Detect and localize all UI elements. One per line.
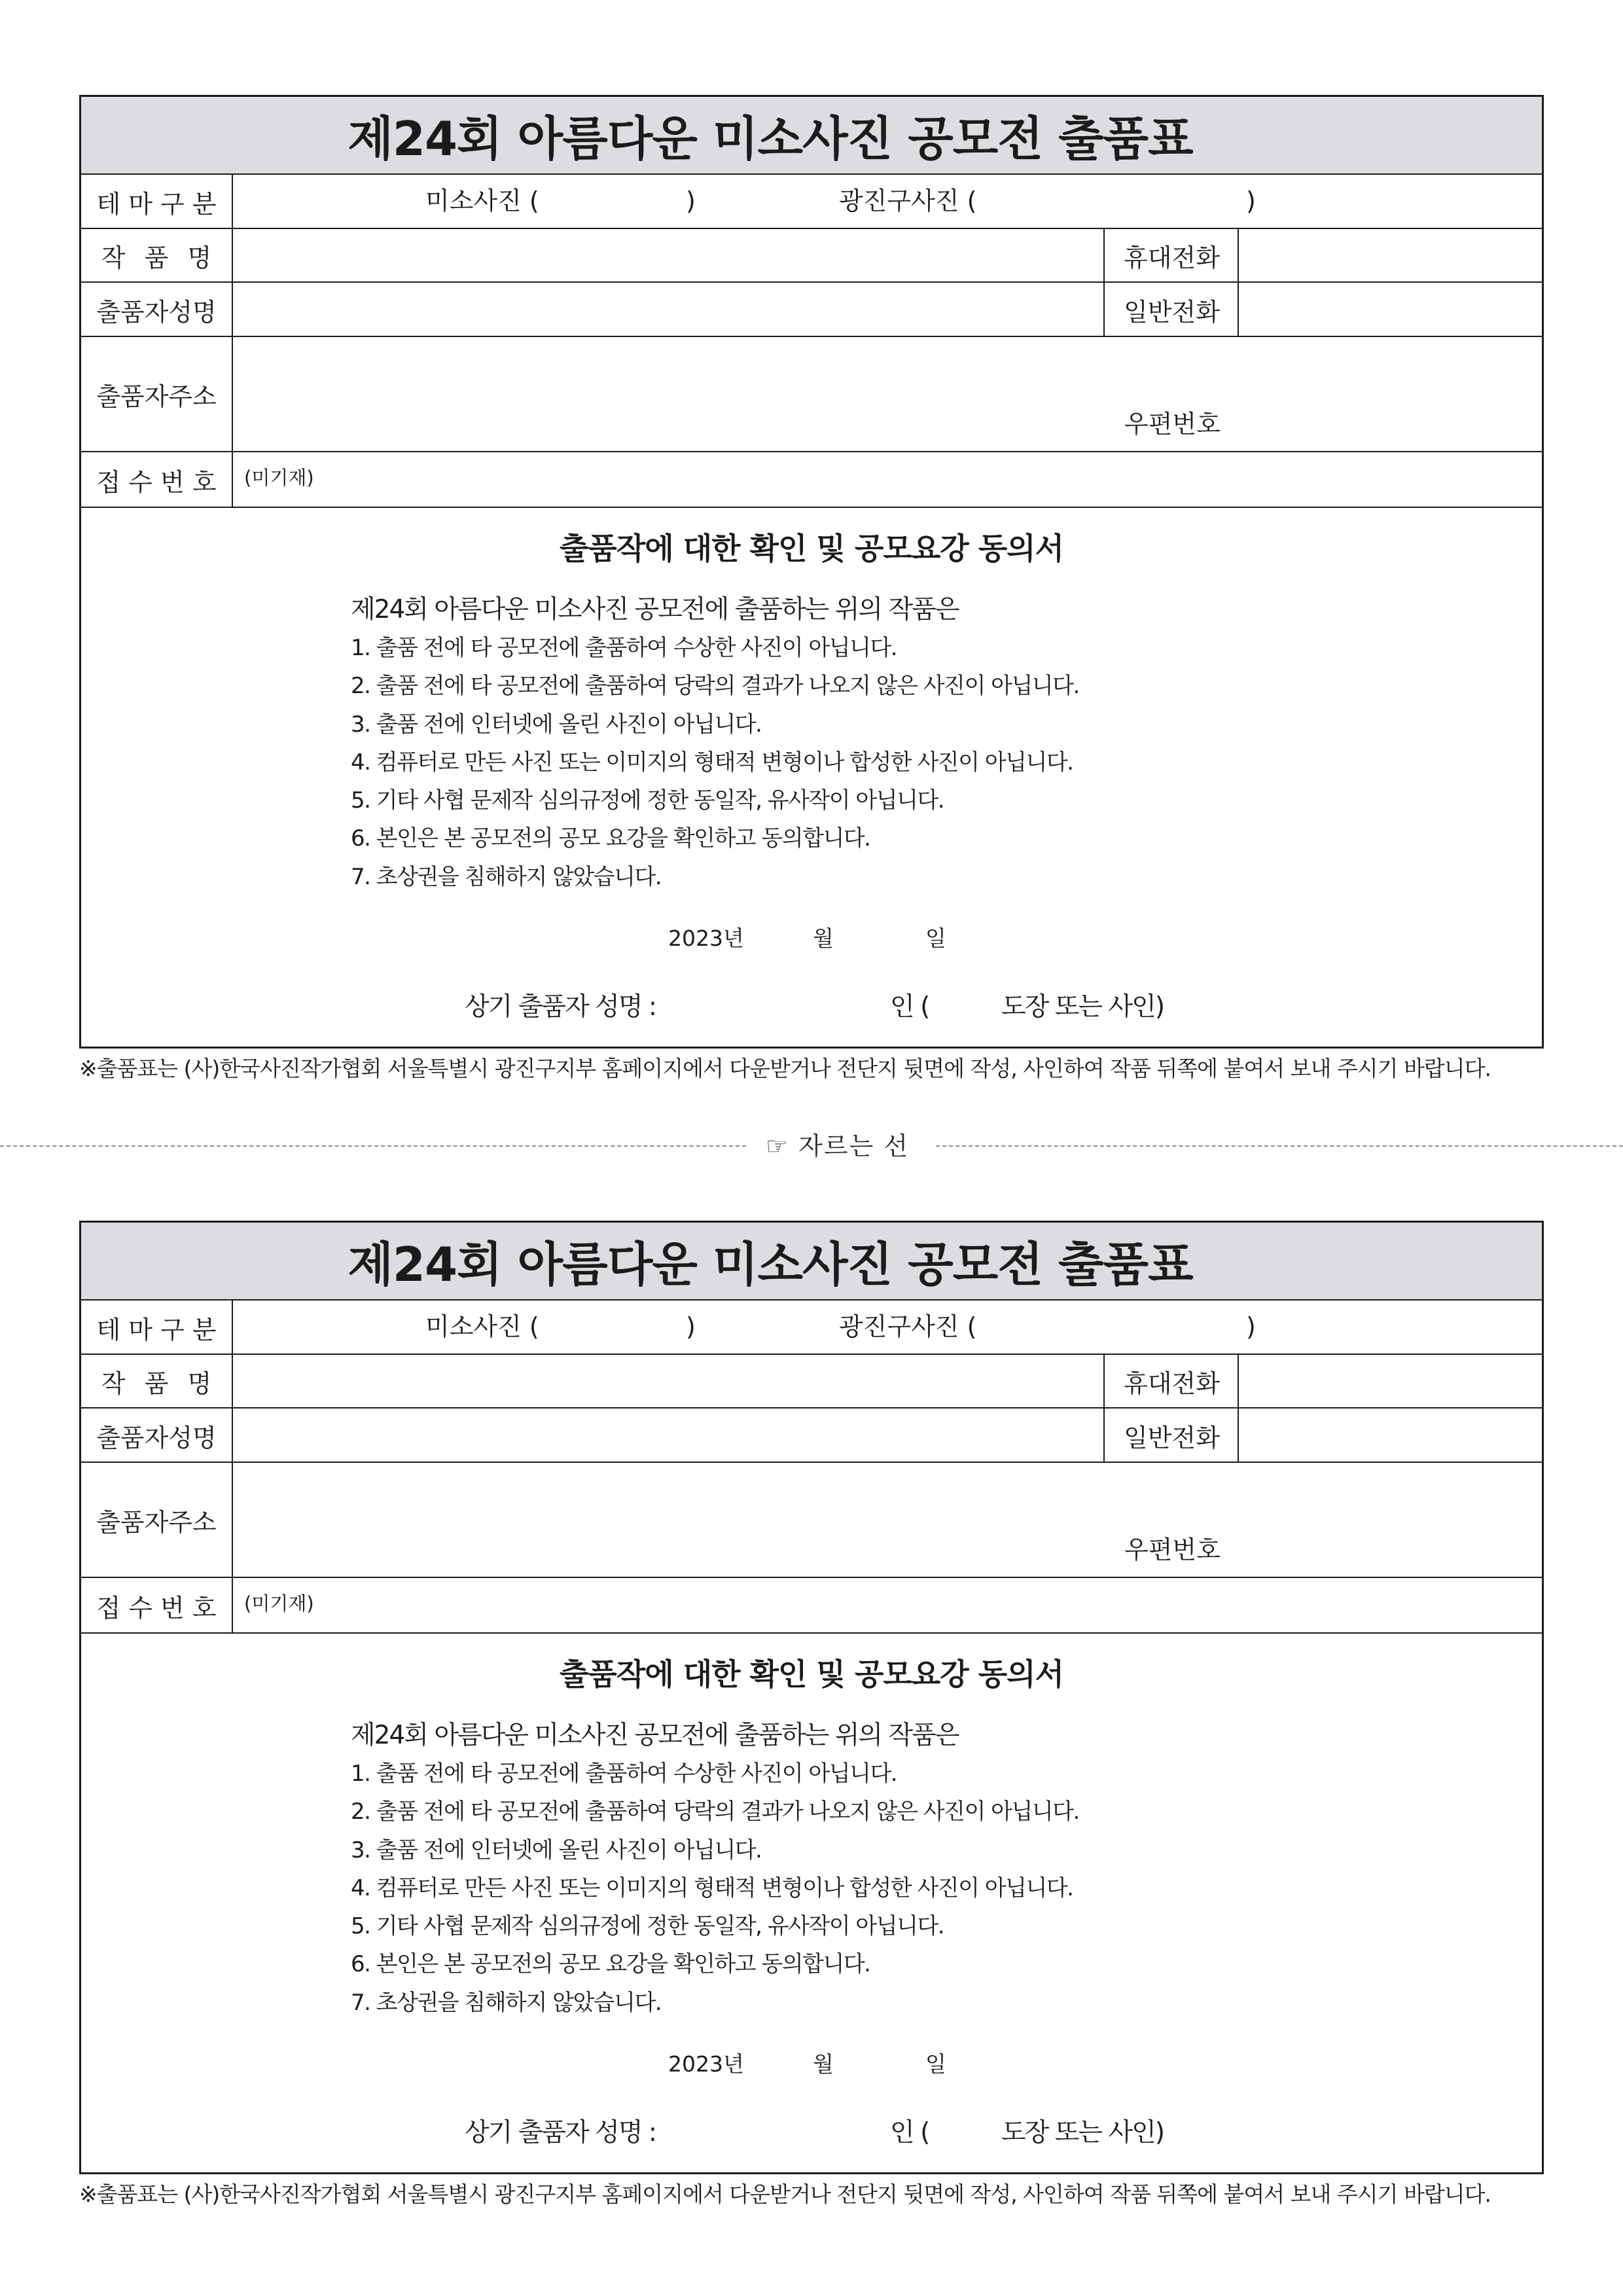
mobile-phone-label: 휴대전화 [1124,1369,1220,1398]
date-month: 월 [813,925,834,951]
theme-option-smile-photo: 미소사진 ( [425,1312,539,1341]
theme-label: 테 마 구 분 [96,1315,217,1344]
entry-form-sheet [0,0,1623,1126]
agreement-item: 1. 출품 전에 타 공모전에 출품하여 수상한 사진이 아닙니다. [351,635,897,661]
signature-label: 상기 출품자 성명 : [465,992,656,1022]
agreement-item: 7. 초상권을 침해하지 않았습니다. [351,863,662,890]
theme-option-smile-photo-close: ) [686,1312,696,1341]
agreement-item: 4. 컴퓨터로 만든 사진 또는 이미지의 형태적 변형이나 합성한 사진이 아닙니다. [351,749,1073,776]
agreement-item: 2. 출품 전에 타 공모전에 출품하여 당락의 결과가 나오지 않은 사진이 아닙니다. [351,673,1079,700]
theme-label: 테 마 구 분 [96,189,217,219]
pointing-hand-icon: ☞ [766,1132,790,1160]
receipt-note: (미기재) [244,1592,314,1615]
agreement-item: 5. 기타 사협 문제작 심의규정에 정한 동일작, 유사작이 아닙니다. [351,1913,944,1940]
form-title: 제24회 아름다운 미소사진 공모전 출품표 [348,1236,1193,1292]
agreement-item: 3. 출품 전에 인터넷에 올린 사진이 아닙니다. [351,1837,762,1863]
form-footnote: ※출품표는 (사)한국사진작가협회 서울특별시 광진구지부 홈페이지에서 다운받거나 전단지 뒷면에 작성, 사인하여 작품 뒤쪽에 붙여서 보내 주시기 바랍니다. [79,1056,1491,1081]
agreement-intro: 제24회 아름다운 미소사진 공모전에 출품하는 위의 작품은 [351,595,959,624]
entrant-name-label: 출품자성명 [96,297,217,327]
work-title-label: 작 품 명 [101,1369,212,1398]
work-title-label: 작 품 명 [101,243,212,272]
agreement-item: 1. 출품 전에 타 공모전에 출품하여 수상한 사진이 아닙니다. [351,1761,897,1787]
theme-option-gwangjin-photo-close: ) [1246,1312,1256,1341]
agreement-title: 출품작에 대한 확인 및 공모요강 동의서 [559,1657,1064,1692]
address-label: 출품자주소 [96,382,217,411]
agreement-list [351,1755,1079,2022]
landline-phone-label: 일반전화 [1124,297,1220,327]
seal-open: 인 ( [890,2118,929,2147]
form-title: 제24회 아름다운 미소사진 공모전 출품표 [348,111,1193,166]
receipt-number-label: 접 수 번 호 [96,467,217,497]
date-year: 2023년 [668,2051,744,2077]
theme-option-gwangjin-photo: 광진구사진 ( [839,187,977,215]
theme-option-gwangjin-photo: 광진구사진 ( [839,1312,977,1341]
seal-open: 인 ( [890,992,929,1022]
landline-phone-label: 일반전화 [1124,1423,1220,1452]
agreement-item: 4. 컴퓨터로 만든 사진 또는 이미지의 형태적 변형이나 합성한 사진이 아닙니다. [351,1874,1073,1901]
theme-option-gwangjin-photo-close: ) [1246,187,1256,215]
date-year: 2023년 [668,925,744,951]
entry-form-sheet [0,1126,1623,2251]
form-table-border [79,1221,1544,2174]
agreement-title: 출품작에 대한 확인 및 공모요강 동의서 [559,531,1064,566]
receipt-note: (미기재) [244,467,314,489]
agreement-list [351,629,1079,896]
agreement-item: 6. 본인은 본 공모전의 공모 요강을 확인하고 동의합니다. [351,825,870,852]
agreement-intro: 제24회 아름다운 미소사진 공모전에 출품하는 위의 작품은 [351,1721,959,1750]
agreement-item: 7. 초상권을 침해하지 않았습니다. [351,1989,662,2016]
theme-option-smile-photo-close: ) [686,187,696,215]
postal-code-label: 우편번호 [1124,410,1221,439]
date-day: 일 [925,2051,946,2077]
agreement-item: 5. 기타 사협 문제작 심의규정에 정한 동일작, 유사작이 아닙니다. [351,787,944,814]
mobile-phone-label: 휴대전화 [1124,243,1220,272]
cut-line-label: 자르는 선 [798,1132,910,1160]
agreement-item: 2. 출품 전에 타 공모전에 출품하여 당락의 결과가 나오지 않은 사진이 아닙니다. [351,1799,1079,1825]
signature-label: 상기 출품자 성명 : [465,2118,656,2147]
form-table-border [79,95,1544,1049]
agreement-item: 3. 출품 전에 인터넷에 올린 사진이 아닙니다. [351,711,762,738]
receipt-number-label: 접 수 번 호 [96,1593,217,1623]
date-day: 일 [925,925,946,951]
date-month: 월 [813,2051,834,2077]
address-label: 출품자주소 [96,1508,217,1537]
seal-instruction: 도장 또는 사인) [1001,2118,1164,2147]
seal-instruction: 도장 또는 사인) [1001,992,1164,1022]
entrant-name-label: 출품자성명 [96,1423,217,1452]
theme-option-smile-photo: 미소사진 ( [425,187,539,215]
postal-code-label: 우편번호 [1124,1535,1221,1564]
form-footnote: ※출품표는 (사)한국사진작가협회 서울특별시 광진구지부 홈페이지에서 다운받거나 전단지 뒷면에 작성, 사인하여 작품 뒤쪽에 붙여서 보내 주시기 바랍니다. [79,2181,1491,2207]
agreement-item: 6. 본인은 본 공모전의 공모 요강을 확인하고 동의합니다. [351,1951,870,1978]
